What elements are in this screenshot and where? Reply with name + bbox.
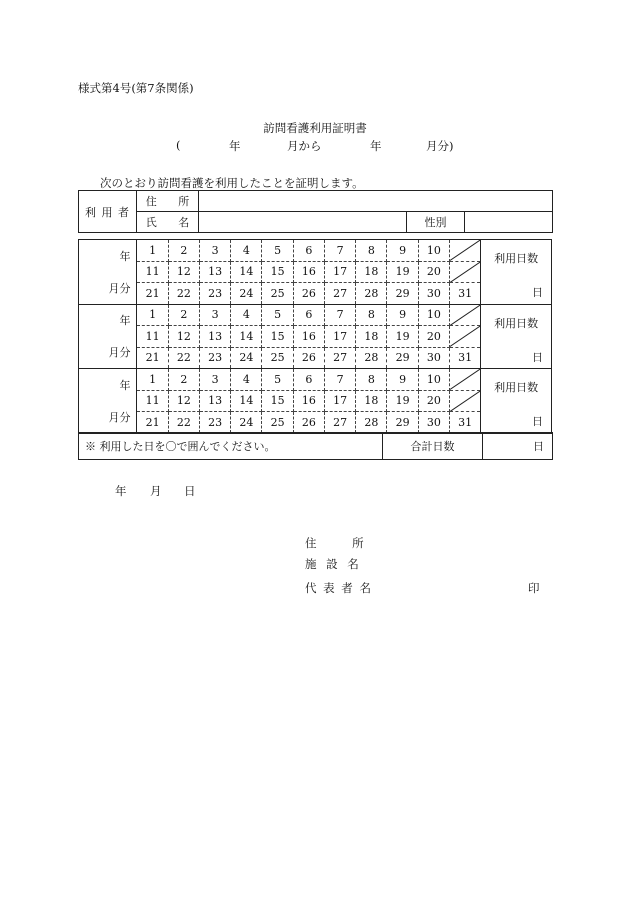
day-cell[interactable]: 4 <box>231 304 262 326</box>
disabled-day-cell <box>449 326 480 348</box>
sign-rep-label: 代 表 者 名 <box>305 581 371 595</box>
day-cell[interactable]: 11 <box>137 326 168 348</box>
day-cell[interactable]: 2 <box>168 240 199 262</box>
day-cell[interactable]: 30 <box>418 412 449 434</box>
day-cell[interactable]: 20 <box>418 326 449 348</box>
day-cell[interactable]: 27 <box>324 283 355 305</box>
day-cell[interactable]: 20 <box>418 390 449 412</box>
usage-days-cell <box>481 240 552 305</box>
day-cell[interactable]: 21 <box>137 347 168 369</box>
day-cell[interactable]: 27 <box>324 412 355 434</box>
day-cell[interactable]: 3 <box>199 304 230 326</box>
day-cell[interactable]: 18 <box>356 390 387 412</box>
user-info-table <box>78 190 553 233</box>
circle-note: ※ 利用した日を〇で囲んでください。 <box>79 433 383 460</box>
day-cell[interactable]: 2 <box>168 369 199 391</box>
day-cell[interactable]: 30 <box>418 283 449 305</box>
day-cell[interactable]: 16 <box>293 390 324 412</box>
day-cell[interactable]: 9 <box>387 304 418 326</box>
period-open: ( <box>176 138 181 152</box>
day-cell[interactable]: 5 <box>262 369 293 391</box>
day-cell[interactable]: 15 <box>262 326 293 348</box>
calendar-table <box>78 239 552 434</box>
day-cell[interactable]: 4 <box>231 369 262 391</box>
gender-field[interactable] <box>465 212 553 233</box>
disabled-day-cell <box>449 304 480 326</box>
day-cell[interactable]: 17 <box>324 261 355 283</box>
date-month: 月 <box>150 484 162 498</box>
day-cell[interactable]: 15 <box>262 261 293 283</box>
document-title: 訪問看護利用証明書 <box>263 121 367 135</box>
day-cell[interactable]: 29 <box>387 347 418 369</box>
day-cell[interactable]: 23 <box>199 412 230 434</box>
day-cell[interactable]: 20 <box>418 261 449 283</box>
day-cell[interactable]: 5 <box>262 304 293 326</box>
day-cell[interactable]: 14 <box>231 261 262 283</box>
sign-address-label: 住 所 <box>305 536 364 550</box>
month-label-cell <box>79 369 137 434</box>
day-cell[interactable]: 14 <box>231 326 262 348</box>
day-cell[interactable]: 5 <box>262 240 293 262</box>
day-cell[interactable]: 26 <box>293 283 324 305</box>
usage-days-label: 利用日数 <box>494 381 539 394</box>
day-cell[interactable]: 16 <box>293 326 324 348</box>
day-cell[interactable]: 17 <box>324 390 355 412</box>
sign-facility-label: 施 設 名 <box>305 557 359 571</box>
day-cell[interactable]: 26 <box>293 412 324 434</box>
month-label: 月分 <box>108 346 131 360</box>
day-cell[interactable]: 8 <box>356 369 387 391</box>
day-cell[interactable]: 28 <box>356 412 387 434</box>
day-cell[interactable]: 25 <box>262 283 293 305</box>
day-cell[interactable]: 7 <box>324 369 355 391</box>
day-cell[interactable]: 3 <box>199 369 230 391</box>
day-cell[interactable]: 1 <box>137 240 168 262</box>
address-label: 住 所 <box>137 191 199 212</box>
day-cell[interactable]: 31 <box>449 412 480 434</box>
total-days-label: 合計日数 <box>383 433 483 460</box>
seal-mark: 印 <box>528 581 540 595</box>
day-cell[interactable]: 31 <box>449 283 480 305</box>
day-cell[interactable]: 6 <box>293 369 324 391</box>
day-cell[interactable]: 19 <box>387 390 418 412</box>
day-cell[interactable]: 8 <box>356 240 387 262</box>
year-label: 年 <box>119 249 131 263</box>
name-label: 氏 名 <box>137 212 199 233</box>
disabled-day-cell <box>449 261 480 283</box>
day-cell[interactable]: 23 <box>199 347 230 369</box>
day-cell[interactable]: 18 <box>356 261 387 283</box>
day-cell[interactable]: 17 <box>324 326 355 348</box>
day-cell[interactable]: 30 <box>418 347 449 369</box>
usage-days-label: 利用日数 <box>494 316 539 330</box>
period-from: 月から <box>287 139 322 153</box>
day-cell[interactable]: 12 <box>168 326 199 348</box>
day-cell[interactable]: 12 <box>168 261 199 283</box>
day-cell[interactable]: 8 <box>356 304 387 326</box>
day-cell[interactable]: 10 <box>418 304 449 326</box>
date-year: 年 <box>115 484 127 498</box>
total-days-unit: 日 <box>483 433 553 460</box>
day-cell[interactable]: 19 <box>387 261 418 283</box>
day-cell[interactable]: 24 <box>231 283 262 305</box>
day-cell[interactable]: 4 <box>231 240 262 262</box>
day-cell[interactable]: 24 <box>231 347 262 369</box>
usage-days-unit: 日 <box>532 350 543 364</box>
day-cell[interactable]: 13 <box>199 261 230 283</box>
disabled-day-cell <box>449 369 480 391</box>
day-cell[interactable]: 27 <box>324 347 355 369</box>
day-cell[interactable]: 13 <box>199 390 230 412</box>
month-label-cell <box>79 240 137 305</box>
day-cell[interactable]: 11 <box>137 261 168 283</box>
day-cell[interactable]: 7 <box>324 304 355 326</box>
day-cell[interactable]: 6 <box>293 304 324 326</box>
form-number: 様式第4号(第7条関係) <box>78 81 194 95</box>
date-day: 日 <box>184 484 196 498</box>
day-cell[interactable]: 10 <box>418 369 449 391</box>
day-cell[interactable]: 18 <box>356 326 387 348</box>
period-to: 月分) <box>426 139 454 153</box>
footer-table <box>78 432 553 460</box>
day-cell[interactable]: 22 <box>168 283 199 305</box>
period-year-2: 年 <box>370 139 382 153</box>
day-cell[interactable]: 25 <box>262 347 293 369</box>
day-cell[interactable]: 6 <box>293 240 324 262</box>
day-cell[interactable]: 28 <box>356 283 387 305</box>
month-label: 月分 <box>108 281 131 295</box>
month-label-cell <box>79 304 137 369</box>
user-label: 利 用 者 <box>79 191 137 233</box>
day-cell[interactable]: 31 <box>449 347 480 369</box>
usage-days-label: 利用日数 <box>494 252 539 265</box>
day-cell[interactable]: 1 <box>137 304 168 326</box>
day-cell[interactable]: 3 <box>199 240 230 262</box>
name-field[interactable] <box>199 212 407 233</box>
day-cell[interactable]: 2 <box>168 304 199 326</box>
year-label: 年 <box>119 314 131 328</box>
day-cell[interactable]: 10 <box>418 240 449 262</box>
usage-days-cell <box>481 304 552 369</box>
day-cell[interactable]: 21 <box>137 412 168 434</box>
day-cell[interactable]: 22 <box>168 412 199 434</box>
month-label: 月分 <box>108 410 131 424</box>
day-cell[interactable]: 24 <box>231 412 262 434</box>
address-field[interactable] <box>199 191 553 212</box>
day-cell[interactable]: 9 <box>387 369 418 391</box>
intro-text: 次のとおり訪問看護を利用したことを証明します。 <box>100 176 364 190</box>
day-cell[interactable]: 25 <box>262 412 293 434</box>
day-cell[interactable]: 1 <box>137 369 168 391</box>
period-year-1: 年 <box>229 139 241 153</box>
year-label: 年 <box>119 378 131 392</box>
day-cell[interactable]: 22 <box>168 347 199 369</box>
day-cell[interactable]: 16 <box>293 261 324 283</box>
day-cell[interactable]: 7 <box>324 240 355 262</box>
day-cell[interactable]: 12 <box>168 390 199 412</box>
usage-days-unit: 日 <box>532 286 543 299</box>
day-cell[interactable]: 11 <box>137 390 168 412</box>
disabled-day-cell <box>449 390 480 412</box>
day-cell[interactable]: 9 <box>387 240 418 262</box>
day-cell[interactable]: 14 <box>231 390 262 412</box>
day-cell[interactable]: 15 <box>262 390 293 412</box>
disabled-day-cell <box>449 240 480 262</box>
usage-days-cell <box>481 369 552 434</box>
usage-days-unit: 日 <box>532 415 543 428</box>
day-cell[interactable]: 19 <box>387 326 418 348</box>
day-cell[interactable]: 28 <box>356 347 387 369</box>
day-cell[interactable]: 26 <box>293 347 324 369</box>
gender-label: 性別 <box>407 212 465 233</box>
day-cell[interactable]: 29 <box>387 283 418 305</box>
day-cell[interactable]: 13 <box>199 326 230 348</box>
day-cell[interactable]: 23 <box>199 283 230 305</box>
day-cell[interactable]: 21 <box>137 283 168 305</box>
day-cell[interactable]: 29 <box>387 412 418 434</box>
